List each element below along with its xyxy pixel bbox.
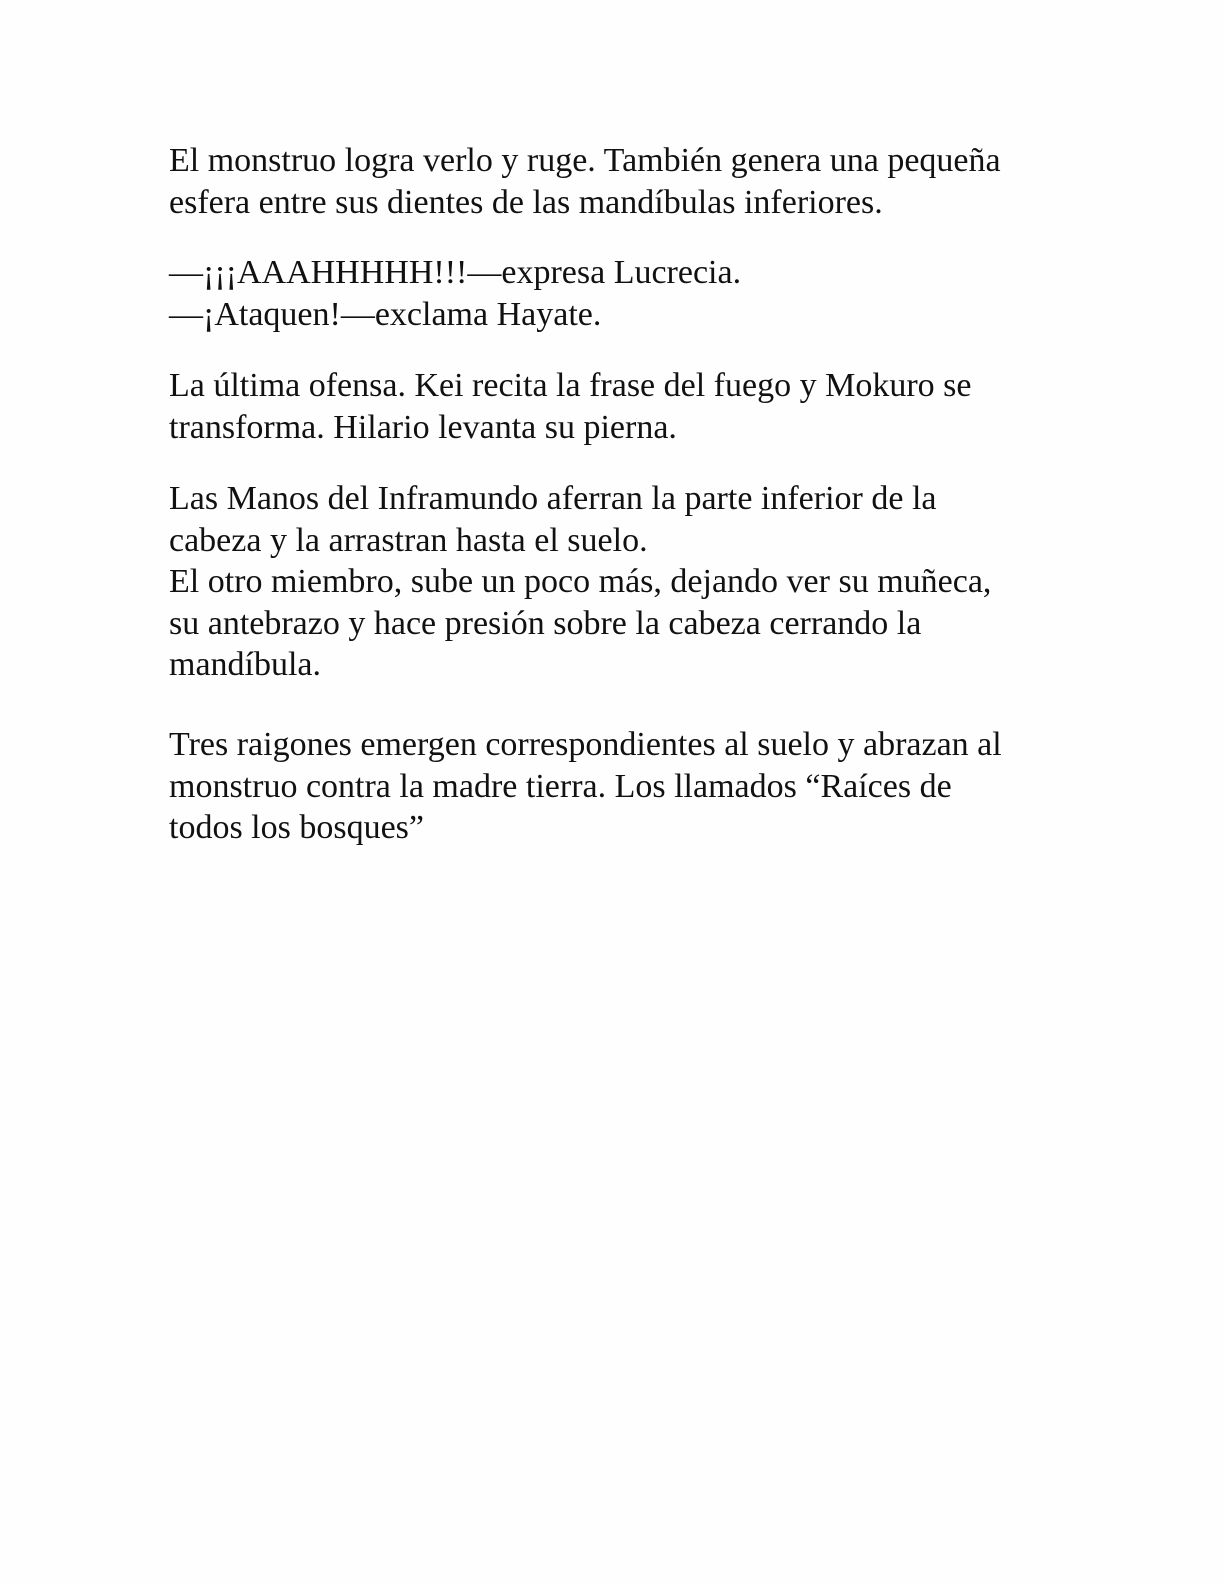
paragraph-last-offensive: [169, 365, 1069, 448]
paragraph-dialogue: [169, 252, 1069, 335]
text-line: El monstruo logra verlo y ruge. También genera una pequeña: [169, 142, 1001, 179]
paragraph-underworld-hands: [169, 478, 1069, 686]
text-line: cabeza y la arrastran hasta el suelo.: [169, 521, 648, 559]
text-line: El otro miembro, sube un poco más, dejando ver su muñeca,: [169, 563, 992, 600]
text-line: esfera entre sus dientes de las mandíbulas inferiores.: [169, 183, 883, 221]
text-line: mandíbula.: [169, 646, 322, 683]
text-line: su antebrazo y hace presión sobre la cabeza cerrando la: [169, 604, 922, 642]
text-line: Tres raigones emergen correspondientes al suelo y abrazan al: [169, 726, 1002, 763]
text-line: todos los bosques”: [169, 809, 424, 846]
text-line: —¡Ataquen!—exclama Hayate.: [169, 295, 602, 333]
paragraph-roots: [169, 724, 1069, 849]
text-line: transforma. Hilario levanta su pierna.: [169, 408, 677, 446]
text-line: —¡¡¡AAAHHHHH!!!—expresa Lucrecia.: [169, 254, 742, 291]
text-line: Las Manos del Inframundo aferran la parte inferior de la: [169, 480, 937, 517]
text-line: monstruo contra la madre tierra. Los llamados “Raíces de: [169, 767, 952, 805]
text-line: La última ofensa. Kei recita la frase del fuego y Mokuro se: [169, 367, 972, 404]
paragraph-monster-roars: [169, 140, 1069, 223]
